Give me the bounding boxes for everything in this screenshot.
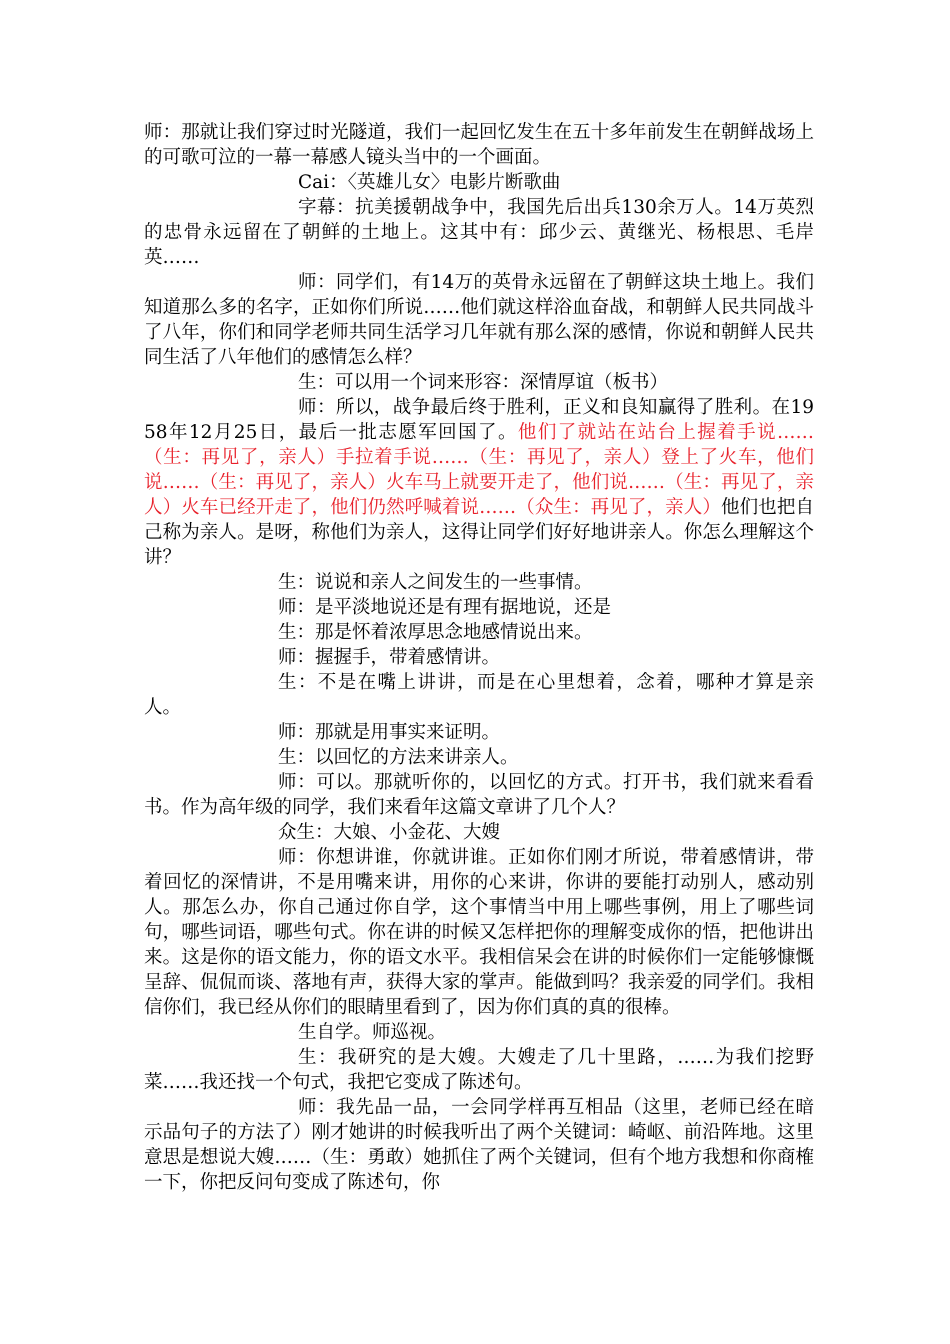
- paragraph-teacher-handshake: 师：握握手，带着感情讲。: [278, 647, 501, 668]
- paragraph-caption: 字幕：抗美援朝战争中，我国先后出兵130余万人。14万英烈的忠骨永远留在了朝鲜的土地上。这其中有：邱少云、黄继光、杨根思、毛岸英……: [144, 197, 814, 268]
- paragraph-student-heart: 生：不是在嘴上讲讲，而是在心里想着，念着，哪种才算是亲人。: [144, 672, 814, 718]
- paragraph-student-feeling: 生：那是怀着浓厚思念地感情说出来。: [278, 622, 593, 643]
- paragraph-students-characters: 众生：大娘、小金花、大嫂: [278, 822, 501, 843]
- paragraph-self-study: 生自学。师巡视。: [298, 1022, 447, 1043]
- paragraph-teacher-victory: [144, 395, 814, 570]
- paragraph-student-sister-in-law: 生：我研究的是大嫂。大嫂走了几十里路，……为我们挖野菜……我还找一个句式，我把它变成了陈述句。: [144, 1047, 814, 1093]
- victory-text: 师：所以，战争最后终于胜利，正义和良知赢得了胜利。在1958年12月25日，最后一批志愿军回国了。: [144, 397, 814, 443]
- paragraph-film-song: Cai：〈英雄儿女〉电影片断歌曲: [298, 172, 561, 193]
- paragraph-student-events: 生：说说和亲人之间发生的一些事情。: [278, 572, 593, 593]
- paragraph-teacher-how: 师：是平淡地说还是有理有据地说，还是: [278, 597, 612, 618]
- document-page: [144, 120, 814, 1195]
- victory-tail-text: 他们也把自己称为亲人。是呀，称他们为亲人，这得让同学们好好地讲亲人。你怎么理解这个讲？: [144, 497, 814, 568]
- paragraph-intro: 师：那就让我们穿过时光隧道，我们一起回忆发生在五十多年前发生在朝鲜战场上的可歌可泣的一幕一幕感人镜头当中的一个画面。: [144, 122, 814, 168]
- paragraph-teacher-facts: 师：那就是用事实来证明。: [278, 722, 501, 743]
- paragraph-teacher-open-book: 师：可以。那就听你的，以回忆的方式。打开书，我们就来看看书。作为高年级的同学，我们来看年这篇文章讲了几个人？: [144, 772, 814, 818]
- paragraph-student-recall: 生：以回忆的方法来讲亲人。: [278, 747, 519, 768]
- paragraph-teacher-keywords: 师：我先品一品，一会同学样再互相品（这里，老师已经在暗示品句子的方法了）刚才她讲的时候我听出了两个关键词：崎岖、前沿阵地。这里意思是想说大嫂……（生：勇敢）她抓住了两个关键词，但有个地方我想和你商榷一下，你把反问句变成了陈述句，你: [144, 1097, 814, 1193]
- paragraph-teacher-names: 师：同学们，有14万的英骨永远留在了朝鲜这块土地上。我们知道那么多的名字，正如你们所说……他们就这样浴血奋战，和朝鲜人民共同战斗了八年，你们和同学老师共同生活学习几年就有那么深的感情，你说和朝鲜人民共同生活了八年他们的感情怎么样？: [144, 272, 814, 368]
- highlighted-farewell-text: 他们了就站在站台上握着手说……（生：再见了，亲人）手拉着手说……（生：再见了，亲人）登上了火车，他们说……（生：再见了，亲人）火车马上就要开走了，他们说……（生：再见了，亲人）火车已经开走了，他们仍然呼喊着说……（众生：再见了，亲人）: [144, 422, 814, 518]
- paragraph-teacher-instructions: 师：你想讲谁，你就讲谁。正如你们刚才所说，带着感情讲，带着回忆的深情讲，不是用嘴来讲，用你的心来讲，你讲的要能打动别人，感动别人。那怎么办，你自己通过你自学，这个事情当中用上哪些事例，用上了哪些词句，哪些词语，哪些句式。你在讲的时候又怎样把你的理解变成你的悟，把他讲出来。这是你的语文能力，你的语文水平。我相信呆会在讲的时候你们一定能够慷慨呈辞、侃侃而谈、落地有声，获得大家的掌声。能做到吗？我亲爱的同学们。我相信你们，我已经从你们的眼睛里看到了，因为你们真的真的很棒。: [144, 847, 814, 1018]
- paragraph-student-deep-friendship: 生：可以用一个词来形容：深情厚谊（板书）: [298, 372, 669, 393]
